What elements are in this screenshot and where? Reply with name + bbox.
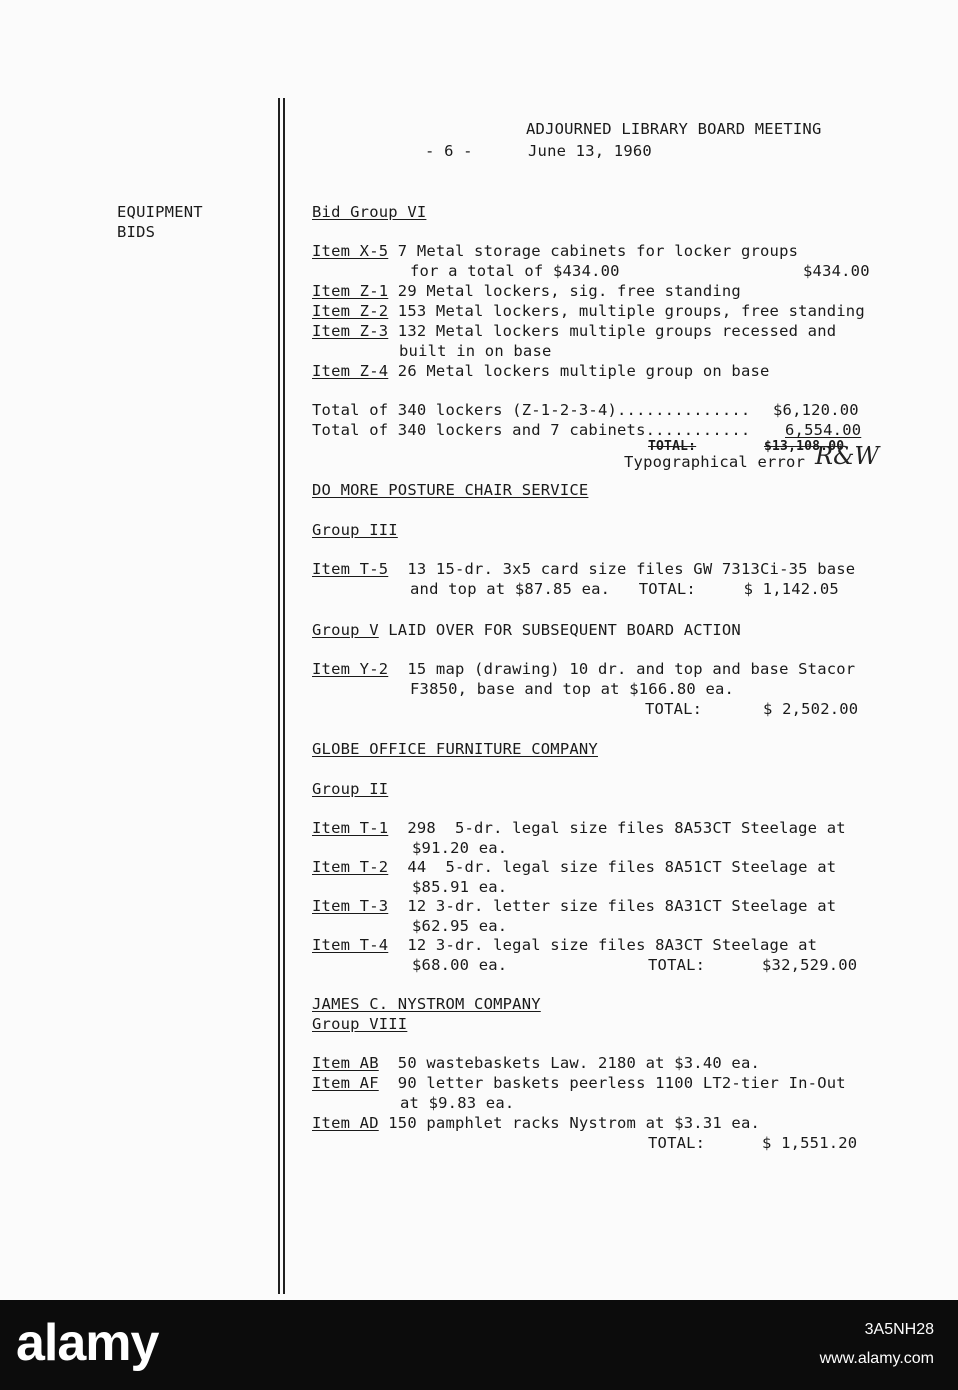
margin-note-line2: BIDS	[117, 223, 156, 241]
item-ab	[312, 1053, 760, 1073]
nystrom-total: $ 1,551.20	[762, 1134, 858, 1152]
total-lockers-cabinets-label: Total of 340 lockers and 7 cabinets...........	[312, 421, 751, 439]
vendor-nystrom: JAMES C. NYSTROM COMPANY	[312, 995, 541, 1013]
item-desc: 13 15-dr. 3x5 card size files GW 7313Ci-35 base	[388, 560, 856, 578]
item-t2	[312, 857, 836, 877]
item-t4	[312, 935, 817, 955]
item-code: Item X-5	[312, 242, 389, 260]
item-desc: 12 3-dr. legal size files 8A3CT Steelage at	[388, 936, 818, 954]
group-v-line	[312, 620, 741, 640]
item-y2-total-label: TOTAL:	[645, 700, 703, 718]
total-lockers-amount: $6,120.00	[773, 401, 859, 419]
struck-total-amount: $13,108.00	[764, 439, 845, 454]
total-lockers-cabinets-amount: 6,554.00	[785, 421, 862, 439]
group-v-heading: Group V	[312, 621, 379, 639]
margin-rule-left	[278, 98, 280, 1294]
item-code: Item Z-2	[312, 302, 389, 320]
item-code: Item Z-3	[312, 322, 389, 340]
item-desc: 50 wastebaskets Law. 2180 at $3.40 ea.	[378, 1054, 761, 1072]
item-code: Item Z-4	[312, 362, 389, 380]
item-z3	[312, 321, 836, 341]
meeting-title: ADJOURNED LIBRARY BOARD MEETING	[526, 120, 822, 138]
item-t5-cont: and top at $87.85 ea. TOTAL: $ 1,142.05	[410, 580, 839, 598]
item-x5-cont: for a total of $434.00	[410, 262, 620, 280]
bid-group-heading: Bid Group VI	[312, 203, 427, 221]
group-ii-heading: Group II	[312, 780, 389, 798]
item-z2	[312, 301, 865, 321]
margin-rule-right	[283, 98, 285, 1294]
item-t4-cont: $68.00 ea.	[412, 956, 508, 974]
item-desc: 150 pamphlet racks Nystrom at $3.31 ea.	[378, 1114, 761, 1132]
item-desc: 132 Metal lockers multiple groups recessed and	[388, 322, 837, 340]
item-t3-cont: $62.95 ea.	[412, 917, 508, 935]
item-z4	[312, 361, 770, 381]
item-desc: 153 Metal lockers, multiple groups, free standing	[388, 302, 865, 320]
item-code: Item T-1	[312, 819, 389, 837]
nystrom-total-label: TOTAL:	[648, 1134, 706, 1152]
item-desc: 29 Metal lockers, sig. free standing	[388, 282, 741, 300]
group-v-note: LAID OVER FOR SUBSEQUENT BOARD ACTION	[378, 621, 741, 639]
item-code: Item T-4	[312, 936, 389, 954]
item-desc: 7 Metal storage cabinets for locker groups	[388, 242, 799, 260]
item-t4-total: $32,529.00	[762, 956, 858, 974]
vendor-globe: GLOBE OFFICE FURNITURE COMPANY	[312, 740, 598, 758]
item-desc: 15 map (drawing) 10 dr. and top and base Stacor	[388, 660, 856, 678]
item-y2-cont: F3850, base and top at $166.80 ea.	[410, 680, 735, 698]
item-t4-total-label: TOTAL:	[648, 956, 706, 974]
item-desc: 298 5-dr. legal size files 8A53CT Steelage at	[388, 819, 846, 837]
item-ad	[312, 1113, 760, 1133]
item-af	[312, 1073, 846, 1093]
item-code: Item Y-2	[312, 660, 389, 678]
item-t5	[312, 559, 855, 579]
item-desc: 26 Metal lockers multiple group on base	[388, 362, 770, 380]
item-x5	[312, 241, 798, 261]
item-code: Item AD	[312, 1114, 379, 1132]
item-t2-cont: $85.91 ea.	[412, 878, 508, 896]
handwritten-initials: R&W	[815, 442, 880, 470]
item-code: Item Z-1	[312, 282, 389, 300]
item-t1-cont: $91.20 ea.	[412, 839, 508, 857]
item-y2	[312, 659, 855, 679]
group-viii-heading: Group VIII	[312, 1015, 408, 1033]
item-desc: 12 3-dr. letter size files 8A31CT Steelage at	[388, 897, 837, 915]
item-t3	[312, 896, 836, 916]
page-number: - 6 -	[425, 142, 473, 160]
vendor-do-more: DO MORE POSTURE CHAIR SERVICE	[312, 481, 589, 499]
item-code: Item AB	[312, 1054, 379, 1072]
item-desc: 90 letter baskets peerless 1100 LT2-tier In-Out	[378, 1074, 846, 1092]
item-t1	[312, 818, 846, 838]
item-code: Item AF	[312, 1074, 379, 1092]
margin-note-line1: EQUIPMENT	[117, 203, 203, 221]
footer-url: www.alamy.com	[819, 1350, 934, 1367]
meeting-date: June 13, 1960	[528, 142, 652, 160]
group-iii-heading: Group III	[312, 521, 398, 539]
item-z3-cont: built in on base	[399, 342, 552, 360]
struck-total-label: TOTAL:	[648, 439, 697, 454]
item-code: Item T-5	[312, 560, 389, 578]
item-z1	[312, 281, 741, 301]
item-y2-total: $ 2,502.00	[763, 700, 859, 718]
alamy-logo: alamy	[16, 1314, 159, 1372]
item-x5-amount: $434.00	[803, 262, 870, 280]
image-id: 3A5NH28	[864, 1321, 934, 1338]
total-lockers-label: Total of 340 lockers (Z-1-2-3-4)..............	[312, 401, 751, 419]
item-code: Item T-2	[312, 858, 389, 876]
item-desc: 44 5-dr. legal size files 8A51CT Steelage at	[388, 858, 837, 876]
typo-note: Typographical error	[624, 453, 806, 471]
item-af-cont: at $9.83 ea.	[400, 1094, 515, 1112]
item-code: Item T-3	[312, 897, 389, 915]
